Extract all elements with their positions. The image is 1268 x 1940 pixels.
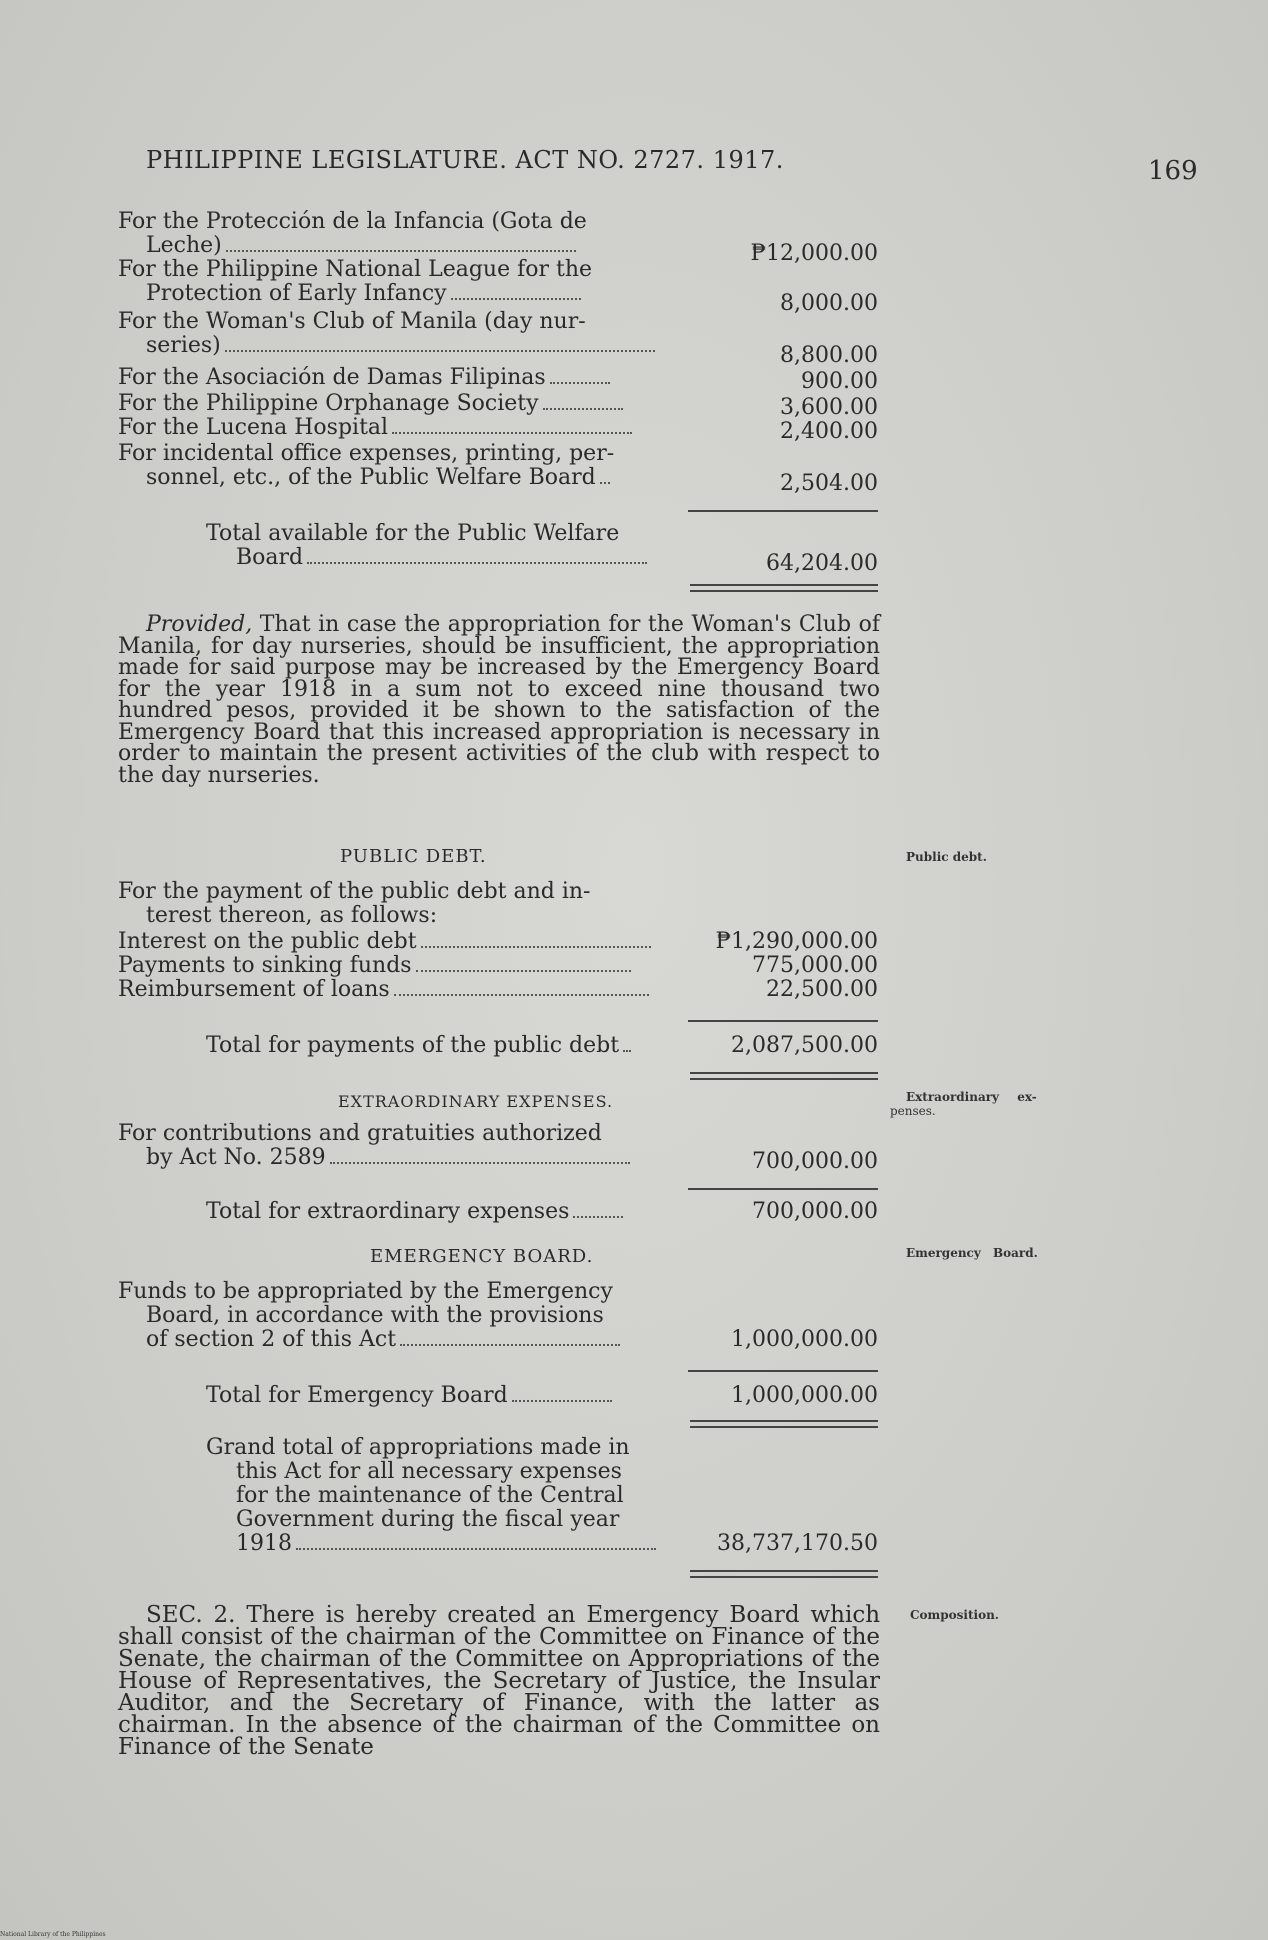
- total-label: Board: [236, 546, 647, 570]
- proviso-text: That in case the appropriation for the Woman's Club of Manila, for day nurseries, should be insufficient, the appropriation made for said purpose may be increased by the Emergency Board for the year 1918 in a sum not to exceed nine thousand two hundred pesos, provided it be shown to the satisfaction of the Emergency Board that this increased appropriation is necessary in order to maintain the present activities of the club with respect to the day nurseries.: [118, 612, 880, 788]
- total-label: Total available for the Public Welfare: [206, 521, 620, 546]
- item-amount: 3,600.00: [780, 395, 878, 420]
- item-description: For the Woman's Club of Manila (day nur-: [118, 309, 586, 334]
- total-amount: 700,000.00: [752, 1199, 878, 1224]
- item-description: Leche): [146, 234, 576, 258]
- extraordinary-item: [118, 1121, 878, 1174]
- subtotal-rule: [688, 510, 878, 512]
- grand-total-amount: 38,737,170.50: [717, 1531, 878, 1556]
- margin-note: Extraordinary ex-: [906, 1090, 1037, 1104]
- section-heading: EMERGENCY BOARD.: [370, 1246, 594, 1267]
- emergency-item: [118, 1280, 878, 1352]
- total-label: Total for Emergency Board: [206, 1384, 612, 1408]
- margin-note: penses.: [890, 1104, 936, 1118]
- grand-total-label: this Act for all necessary expenses: [236, 1459, 622, 1484]
- grand-total-label: Grand total of appropriations made in: [206, 1435, 630, 1460]
- subtotal-rule: [688, 1020, 878, 1022]
- item-description: For the Philippine Orphanage Society: [118, 392, 623, 416]
- welfare-item: [118, 365, 878, 394]
- section-text: There is hereby created an Emergency Board which shall consist of the chairman of the Committee on Finance of the Senate, the chairman of the Committee on Appropriations of the House of Representatives, the Secretary of Justice, the Insular Auditor, and the Secretary of Finance, with the latter as chairman. In the absence of the chairman of the Committee on Finance of the Senate: [118, 1602, 881, 1760]
- grand-total-label: Government during the fiscal year: [236, 1507, 620, 1532]
- item-description: by Act No. 2589: [146, 1146, 630, 1170]
- total-amount: 2,087,500.00: [731, 1033, 878, 1058]
- welfare-item: [118, 257, 878, 316]
- total-amount: 1,000,000.00: [731, 1383, 878, 1408]
- extraordinary-total: [118, 1200, 878, 1224]
- item-amount: 22,500.00: [766, 977, 878, 1002]
- section-2-paragraph: [118, 1604, 880, 1758]
- grand-total: [118, 1436, 878, 1556]
- item-description: sonnel, etc., of the Public Welfare Board: [146, 466, 610, 490]
- item-description: For the Lucena Hospital: [118, 416, 632, 440]
- proviso-paragraph: [118, 614, 880, 786]
- item-description: For the Philippine National League for the: [118, 257, 593, 282]
- total-double-rule: [690, 584, 878, 592]
- item-description: For the Protección de la Infancia (Gota de: [118, 209, 587, 234]
- item-description: Funds to be appropriated by the Emergency: [118, 1279, 613, 1304]
- total-amount: 64,204.00: [766, 551, 878, 576]
- total-double-rule: [690, 1570, 878, 1578]
- item-amount: 8,000.00: [780, 291, 878, 316]
- debt-item: [118, 954, 878, 978]
- item-description: For contributions and gratuities authorized: [118, 1121, 602, 1146]
- item-description: For the Asociación de Damas Filipinas: [118, 366, 610, 390]
- grand-total-label: for the maintenance of the Central: [236, 1483, 624, 1508]
- item-amount: 8,800.00: [780, 343, 878, 368]
- item-amount: 775,000.00: [752, 953, 878, 978]
- debt-item: [118, 930, 878, 954]
- debt-total: [118, 1034, 878, 1058]
- section-heading: EXTRAORDINARY EXPENSES.: [338, 1092, 614, 1111]
- intro-text: terest thereon, as follows:: [146, 903, 438, 928]
- running-title: PHILIPPINE LEGISLATURE. ACT NO. 2727. 1917.: [146, 146, 784, 174]
- welfare-item: [118, 441, 878, 496]
- item-amount: 1,000,000.00: [731, 1327, 878, 1352]
- grand-total-label: 1918: [236, 1532, 656, 1556]
- library-footer: National Library of the Philippines: [0, 1931, 106, 1938]
- margin-note: Public debt.: [906, 850, 987, 864]
- item-description: series): [146, 334, 655, 358]
- subtotal-rule: [688, 1188, 878, 1190]
- proviso-lead: Provided,: [146, 612, 253, 637]
- item-description: of section 2 of this Act: [146, 1328, 620, 1352]
- item-amount: ₱1,290,000.00: [715, 929, 878, 954]
- welfare-item: [118, 391, 878, 420]
- total-label: Total for payments of the public debt: [206, 1034, 631, 1058]
- welfare-item: [118, 209, 878, 266]
- item-amount: 900.00: [801, 369, 878, 394]
- welfare-total: [118, 521, 878, 576]
- margin-note: Composition.: [910, 1608, 999, 1622]
- debt-item: [118, 978, 878, 1002]
- item-description: For incidental office expenses, printing, per-: [118, 441, 615, 466]
- item-amount: 700,000.00: [752, 1149, 878, 1174]
- emergency-total: [118, 1384, 878, 1408]
- section-lead: SEC. 2.: [146, 1602, 236, 1628]
- section-heading: PUBLIC DEBT.: [340, 846, 487, 867]
- item-amount: 2,504.00: [780, 471, 878, 496]
- welfare-item: [118, 415, 878, 444]
- item-amount: ₱12,000.00: [750, 241, 878, 266]
- intro-text: For the payment of the public debt and in-: [118, 879, 591, 904]
- item-description: Interest on the public debt: [118, 930, 651, 954]
- total-double-rule: [690, 1420, 878, 1428]
- item-description: Payments to sinking funds: [118, 954, 631, 978]
- subtotal-rule: [688, 1370, 878, 1372]
- margin-note: Emergency Board.: [906, 1246, 1038, 1260]
- total-label: Total for extraordinary expenses: [206, 1200, 623, 1224]
- item-description: Board, in accordance with the provisions: [146, 1303, 604, 1328]
- welfare-item: [118, 309, 878, 368]
- item-description: Protection of Early Infancy: [146, 282, 581, 306]
- item-amount: 2,400.00: [780, 419, 878, 444]
- page-number: 169: [1148, 156, 1198, 186]
- debt-intro: [118, 880, 878, 928]
- item-description: Reimbursement of loans: [118, 978, 649, 1002]
- total-double-rule: [690, 1072, 878, 1080]
